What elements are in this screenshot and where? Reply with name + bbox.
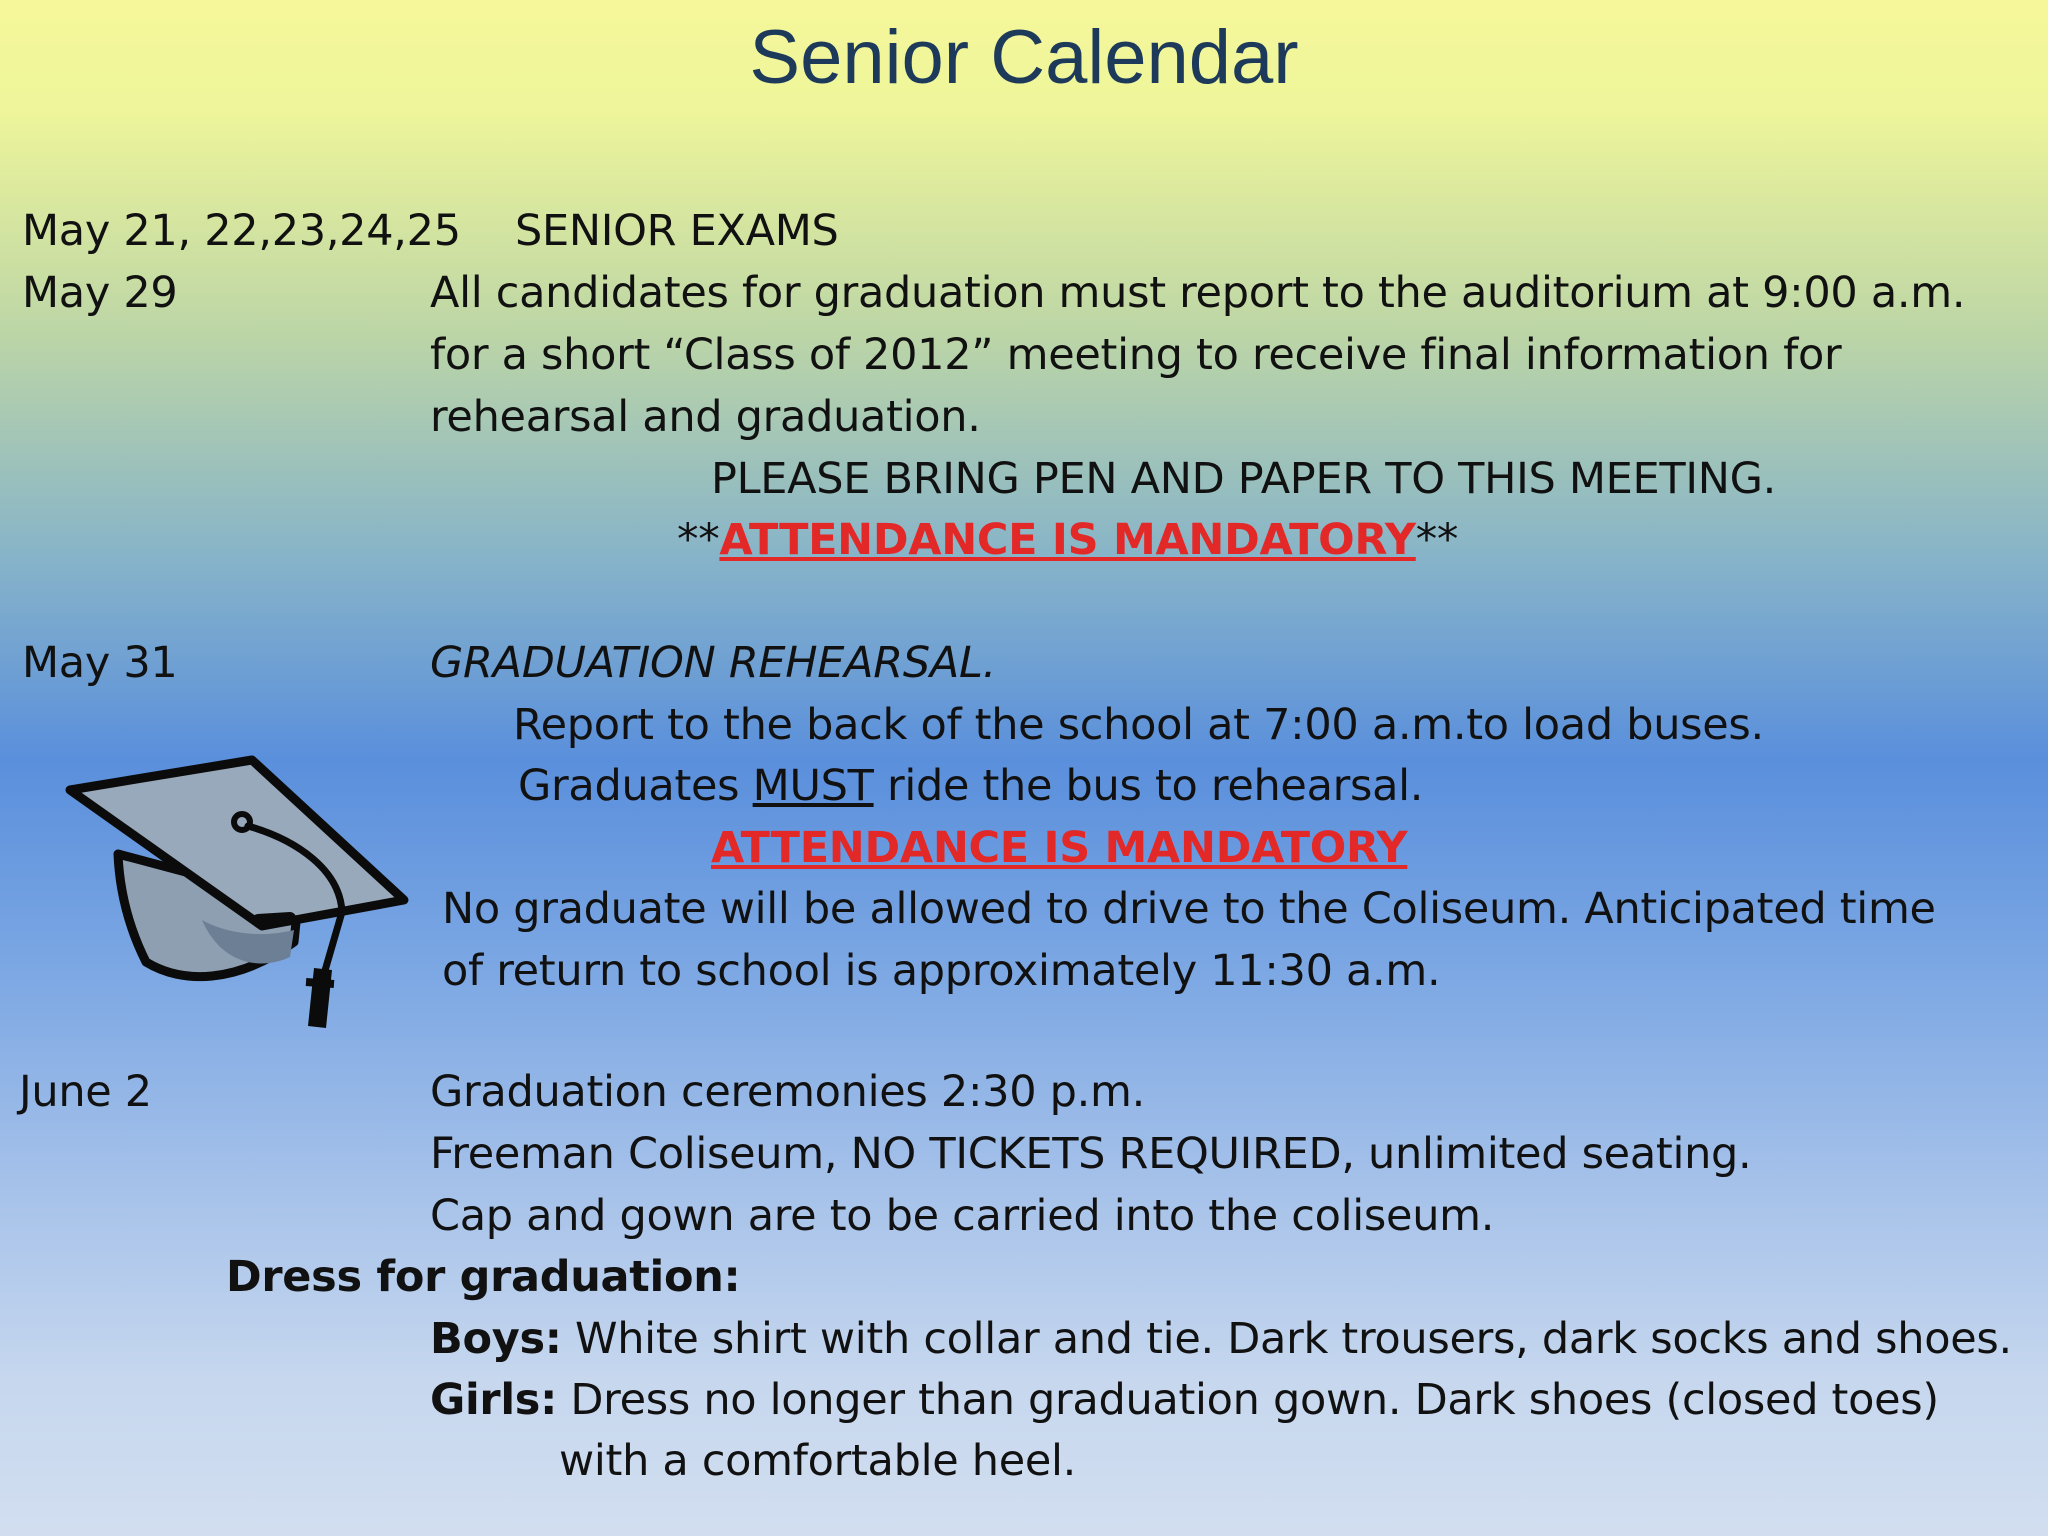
may29-line3: rehearsal and graduation. — [430, 392, 981, 442]
june2-line1: Graduation ceremonies 2:30 p.m. — [430, 1067, 1145, 1117]
may29-mandatory-line — [677, 515, 1459, 565]
graduates-must: MUST — [752, 761, 874, 811]
graduates-suffix: ride the bus to rehearsal. — [873, 761, 1424, 811]
may29-bring-notice: PLEASE BRING PEN AND PAPER TO THIS MEETING. — [711, 454, 1777, 504]
exams-date: May 21, 22,23,24,25 — [22, 206, 461, 256]
stars-right: ** — [1415, 515, 1459, 565]
exams-text: SENIOR EXAMS — [515, 206, 839, 256]
dress-heading: Dress for graduation: — [226, 1252, 741, 1302]
girls-text: Dress no longer than graduation gown. Dark shoes (closed toes) — [556, 1375, 1939, 1425]
stars-left: ** — [677, 515, 720, 565]
girls-label: Girls: — [430, 1375, 557, 1425]
boys-text: White shirt with collar and tie. Dark trousers, dark socks and shoes. — [561, 1314, 2012, 1364]
graduation-cap-icon — [62, 752, 422, 1036]
may29-date: May 29 — [22, 268, 178, 318]
may31-date: May 31 — [22, 638, 178, 688]
dress-girls-2: with a comfortable heel. — [559, 1436, 1077, 1486]
rehearsal-graduates-line — [518, 761, 1424, 811]
graduates-prefix: Graduates — [518, 761, 753, 811]
rehearsal-drive-1: No graduate will be allowed to drive to the Coliseum. Anticipated time — [442, 884, 1936, 934]
rehearsal-report: Report to the back of the school at 7:00 a.m.to load buses. — [513, 700, 1764, 750]
june2-line2: Freeman Coliseum, NO TICKETS REQUIRED, unlimited seating. — [430, 1129, 1752, 1179]
boys-label: Boys: — [430, 1314, 562, 1364]
dress-girls — [430, 1375, 1939, 1425]
rehearsal-drive-2: of return to school is approximately 11:30 a.m. — [442, 946, 1441, 996]
attendance-mandatory-2: ATTENDANCE IS MANDATORY — [711, 823, 1408, 873]
june2-line3: Cap and gown are to be carried into the coliseum. — [430, 1191, 1495, 1241]
may29-line1: All candidates for graduation must report to the auditorium at 9:00 a.m. — [430, 268, 1966, 318]
rehearsal-heading: GRADUATION REHEARSAL. — [430, 638, 996, 688]
june2-date: June 2 — [19, 1067, 152, 1117]
page-title: Senior Calendar — [749, 15, 1299, 100]
may29-line2: for a short “Class of 2012” meeting to receive final information for — [430, 330, 1842, 380]
dress-boys — [430, 1314, 2012, 1364]
attendance-mandatory-1: ATTENDANCE IS MANDATORY — [719, 515, 1416, 565]
